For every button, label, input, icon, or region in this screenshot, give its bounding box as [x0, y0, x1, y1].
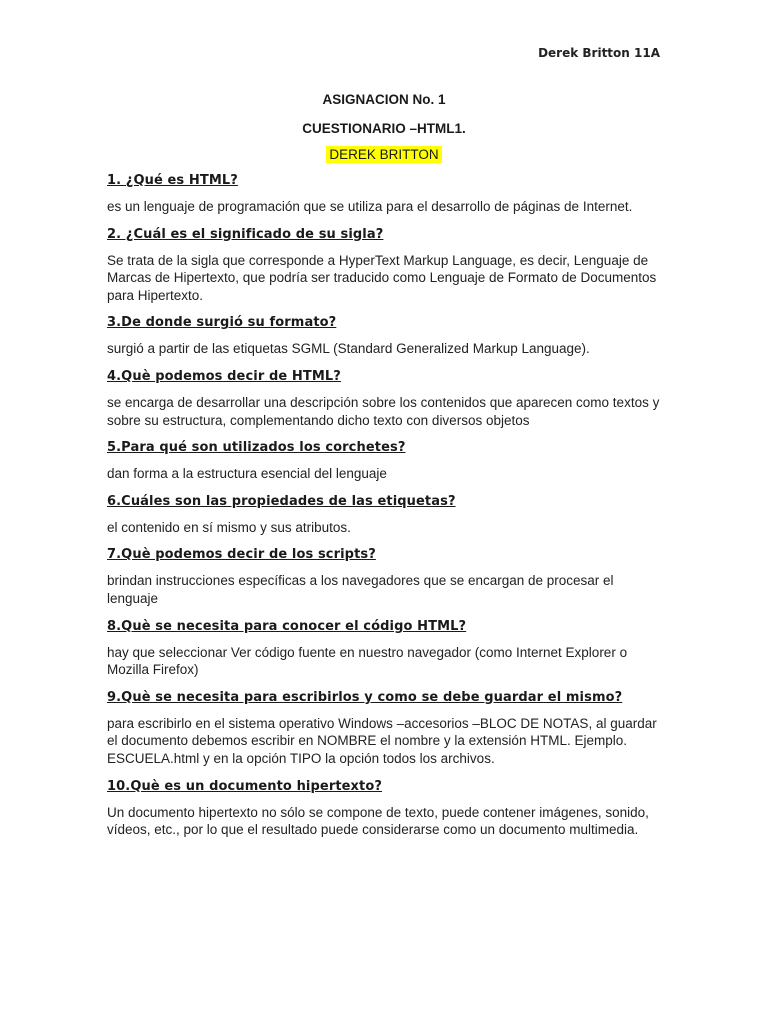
question-6: 6.Cuáles son las propiedades de las etiquetas? [107, 493, 456, 509]
question-4: 4.Què podemos decir de HTML? [107, 368, 341, 384]
answer-9: para escribirlo en el sistema operativo Windows –accesorios –BLOC DE NOTAS, al guardar el documento debemos escribir en NOMBRE el nombre y la extensión HTML. Ejemplo. ESCUELA.html y en la opción TIPO la opción todos los archivos. [107, 715, 657, 766]
header-author: Derek Britton 11A [538, 46, 660, 60]
qa-item [107, 172, 667, 216]
qa-item [107, 226, 667, 305]
qa-item [107, 689, 667, 768]
answer-4: se encarga de desarrollar una descripción sobre los contenidos que aparecen como textos y sobre su estructura, complementando dicho texto con diversos objetos [107, 394, 660, 428]
qa-list [107, 172, 667, 849]
answer-6: el contenido en sí mismo y sus atributos. [107, 519, 351, 535]
assignment-title: ASIGNACION No. 1 [322, 92, 446, 107]
question-9: 9.Què se necesita para escribirlos y como se debe guardar el mismo? [107, 689, 623, 705]
answer-2: Se trata de la sigla que corresponde a HyperText Markup Language, es decir, Lenguaje de Marcas de Hipertexto, que podría ser traducido como Lenguaje de Formato de Documentos para Hipertexto. [107, 252, 657, 303]
question-5: 5.Para qué son utilizados los corchetes? [107, 440, 406, 456]
question-1: 1. ¿Qué es HTML? [107, 173, 238, 188]
questionnaire-title: CUESTIONARIO –HTML1. [302, 121, 466, 136]
answer-1: es un lenguaje de programación que se utiliza para el desarrollo de páginas de Internet. [107, 199, 633, 214]
qa-item [107, 314, 667, 358]
answer-10: Un documento hipertexto no sólo se compone de texto, puede contener imágenes, sonido, vídeos, etc., por lo que el resultado puede considerarse como un documento multimedia. [107, 804, 649, 838]
question-2: 2. ¿Cuál es el significado de su sigla? [107, 226, 384, 242]
qa-item [107, 439, 667, 483]
question-10: 10.Què es un documento hipertexto? [107, 778, 383, 794]
qa-item [107, 778, 667, 839]
answer-3: surgió a partir de las etiquetas SGML (Standard Generalized Markup Language). [107, 341, 590, 357]
question-7: 7.Què podemos decir de los scripts? [107, 547, 376, 563]
question-3: 3.De donde surgió su formato? [107, 315, 337, 331]
qa-item [107, 368, 667, 429]
question-8: 8.Què se necesita para conocer el código HTML? [107, 618, 467, 634]
student-name-highlight: DEREK BRITTON [326, 146, 441, 163]
answer-5: dan forma a la estructura esencial del lenguaje [107, 466, 387, 482]
answer-8: hay que seleccionar Ver código fuente en nuestro navegador (como Internet Explorer o Mozilla Firefox) [107, 644, 628, 678]
student-name-row [0, 147, 768, 162]
qa-item [107, 618, 667, 679]
qa-item [107, 493, 667, 537]
answer-7: brindan instrucciones específicas a los navegadores que se encargan de procesar el lenguaje [107, 573, 614, 606]
qa-item [107, 546, 667, 607]
